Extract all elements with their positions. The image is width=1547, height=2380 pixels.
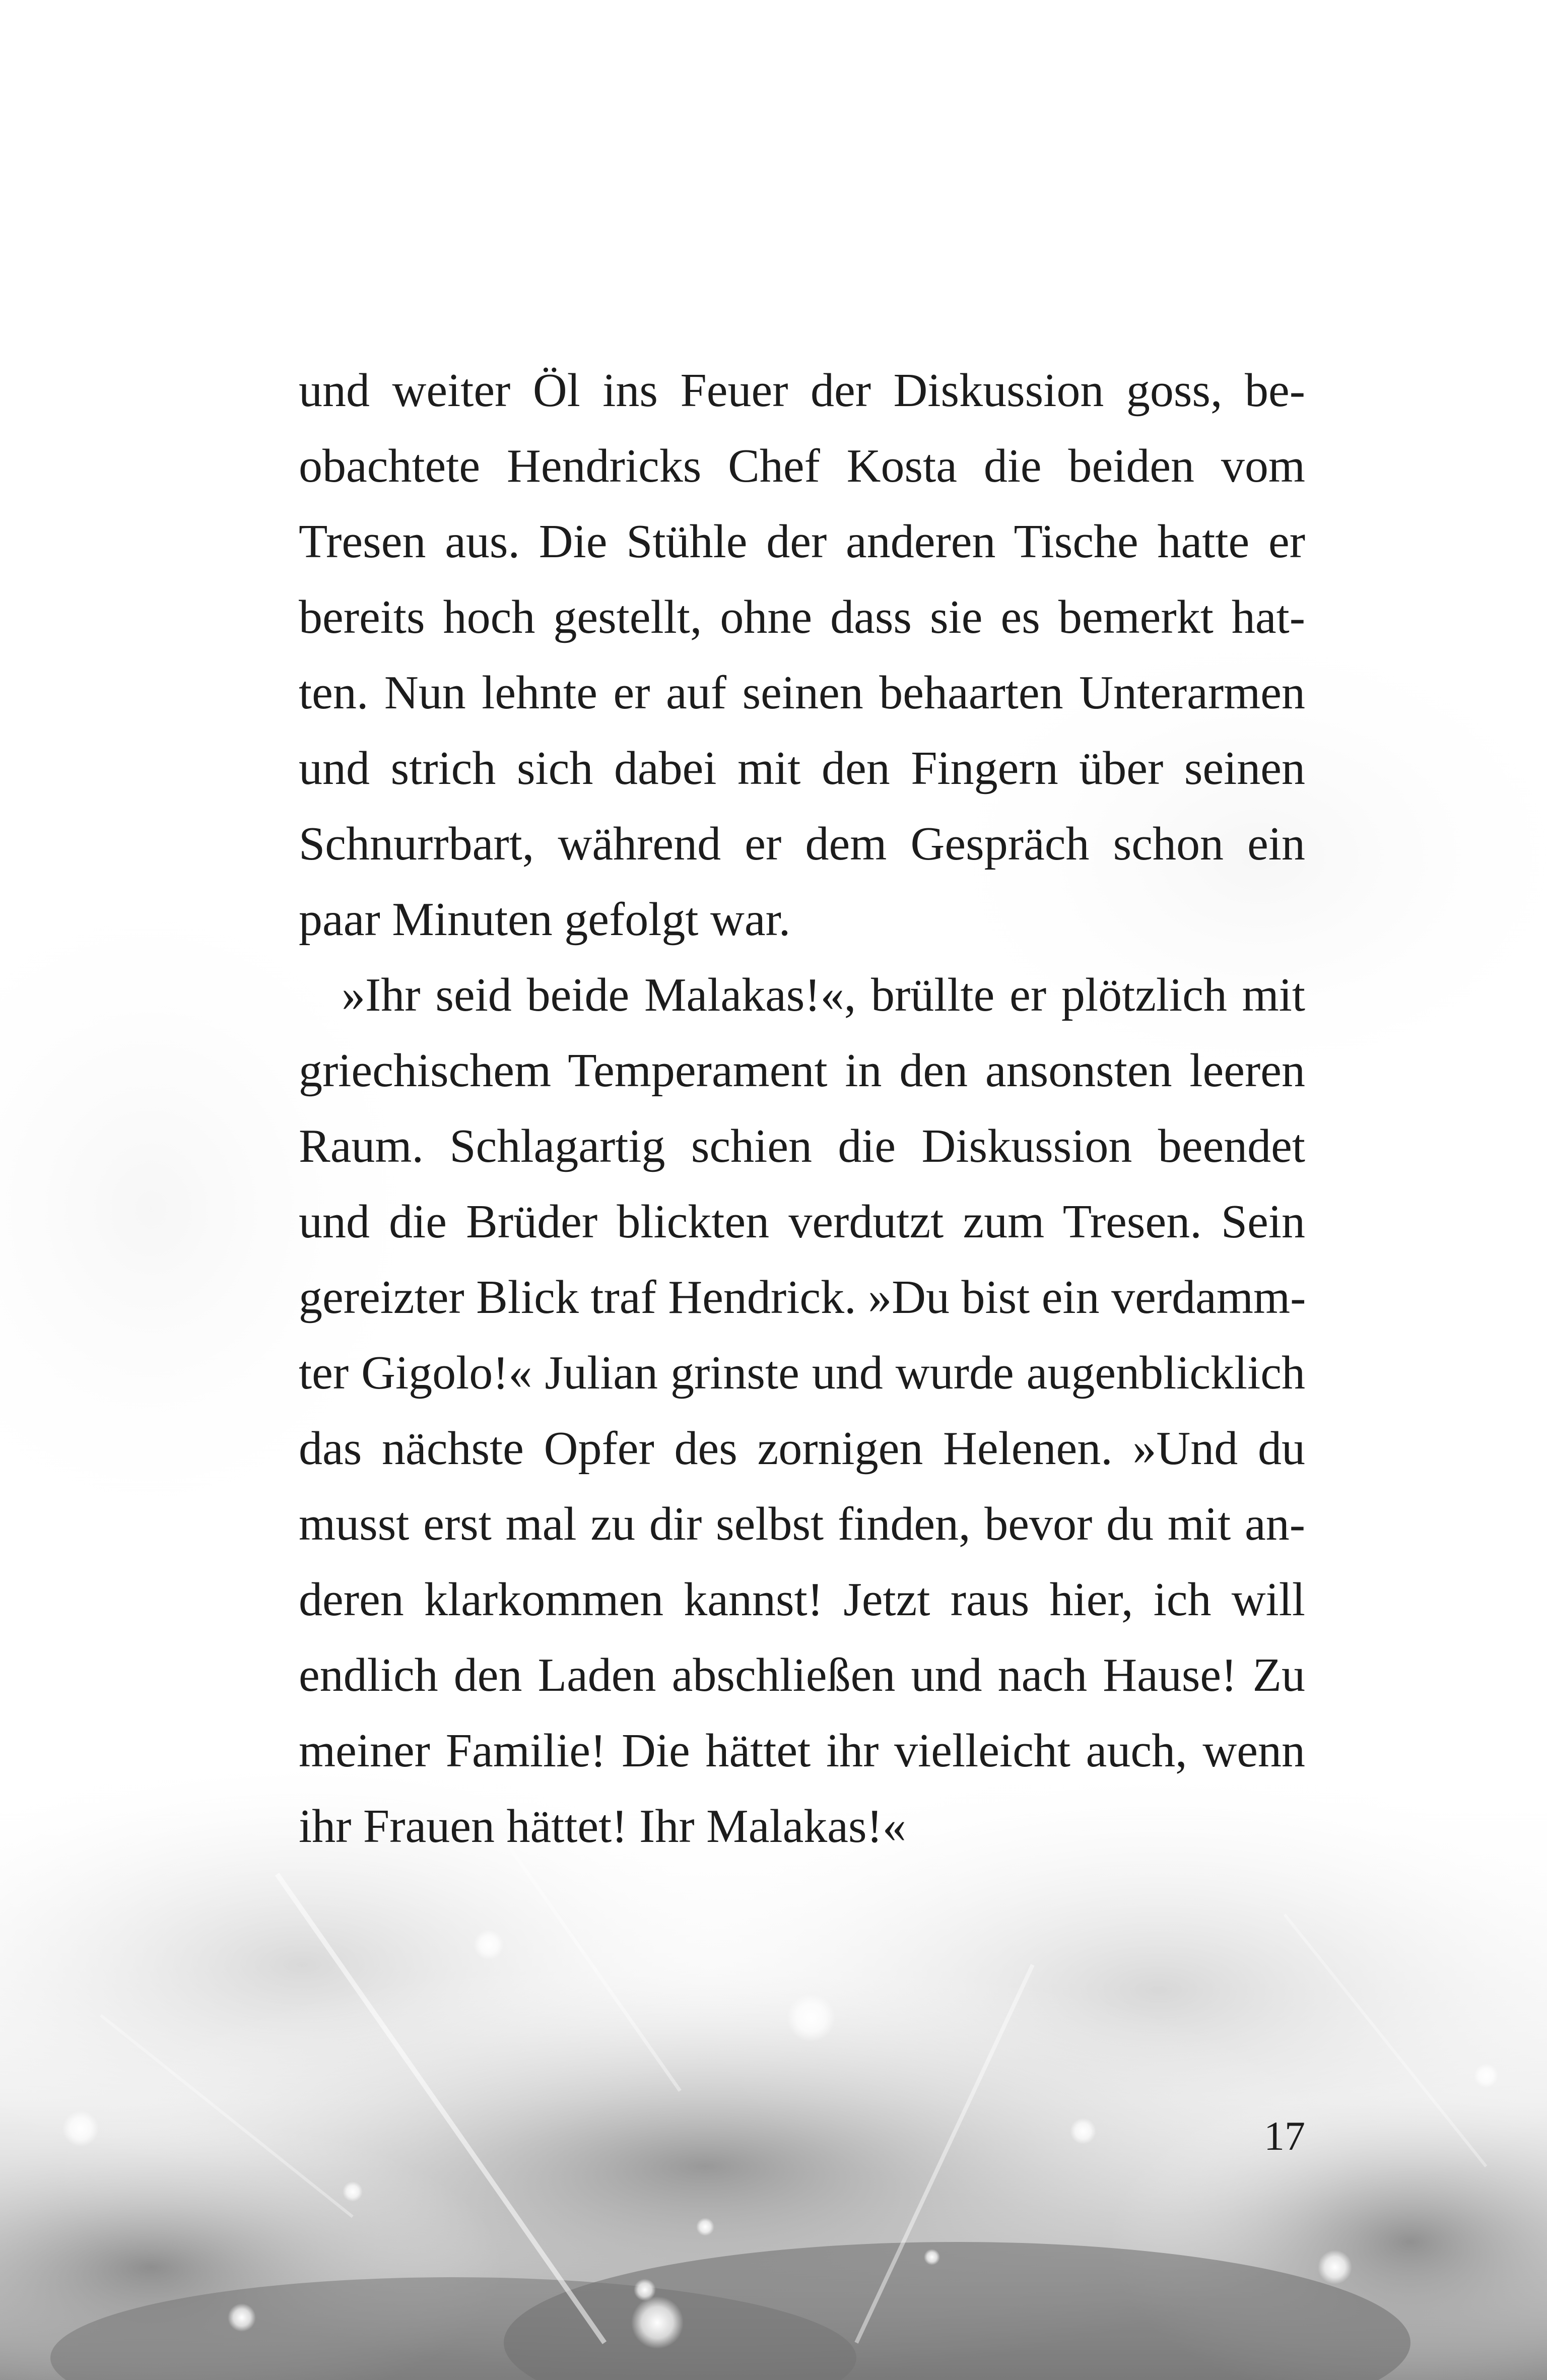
text-line: endlich den Laden abschließen und nach Hause! Zu — [299, 1649, 1305, 1701]
paragraph-1 — [299, 353, 1305, 957]
body-text — [299, 353, 1305, 1864]
text-line: bereits hoch gestellt, ohne dass sie es bemerkt hat- — [299, 591, 1305, 643]
text-line: und weiter Öl ins Feuer der Diskussion goss, be- — [299, 364, 1305, 417]
text-line: musst erst mal zu dir selbst finden, bevor du mit an- — [299, 1498, 1305, 1550]
text-line: meiner Familie! Die hättet ihr vielleicht auch, wenn — [299, 1725, 1305, 1777]
text-line: ter Gigolo!« Julian grinste und wurde augenblicklich — [299, 1347, 1305, 1399]
text-line: Schnurrbart, während er dem Gespräch schon ein — [299, 818, 1305, 870]
text-line: Tresen aus. Die Stühle der anderen Tische hatte er — [299, 515, 1305, 568]
text-line: gereizter Blick traf Hendrick. »Du bist ein verdamm- — [299, 1271, 1306, 1324]
paragraph-2 — [299, 957, 1305, 1864]
text-line: deren klarkommen kannst! Jetzt raus hier, ich will — [299, 1573, 1305, 1626]
text-line: »Ihr seid beide Malakas!«, brüllte er plötzlich mit — [342, 969, 1305, 1021]
text-line: paar Minuten gefolgt war. — [299, 893, 791, 946]
text-line: obachtete Hendricks Chef Kosta die beiden vom — [299, 440, 1305, 492]
text-line: ihr Frauen hättet! Ihr Malakas!« — [299, 1800, 906, 1853]
text-line: griechischem Temperament in den ansonsten leeren — [299, 1044, 1305, 1097]
text-line: und die Brüder blickten verdutzt zum Tresen. Sein — [299, 1196, 1305, 1248]
page-number: 17 — [1264, 2113, 1305, 2159]
text-line: das nächste Opfer des zornigen Helenen. »Und du — [299, 1422, 1305, 1475]
text-line: ten. Nun lehnte er auf seinen behaarten Unterarmen — [299, 667, 1305, 719]
text-line: Raum. Schlagartig schien die Diskussion beendet — [299, 1120, 1305, 1172]
text-line: und strich sich dabei mit den Fingern über seinen — [299, 742, 1305, 795]
